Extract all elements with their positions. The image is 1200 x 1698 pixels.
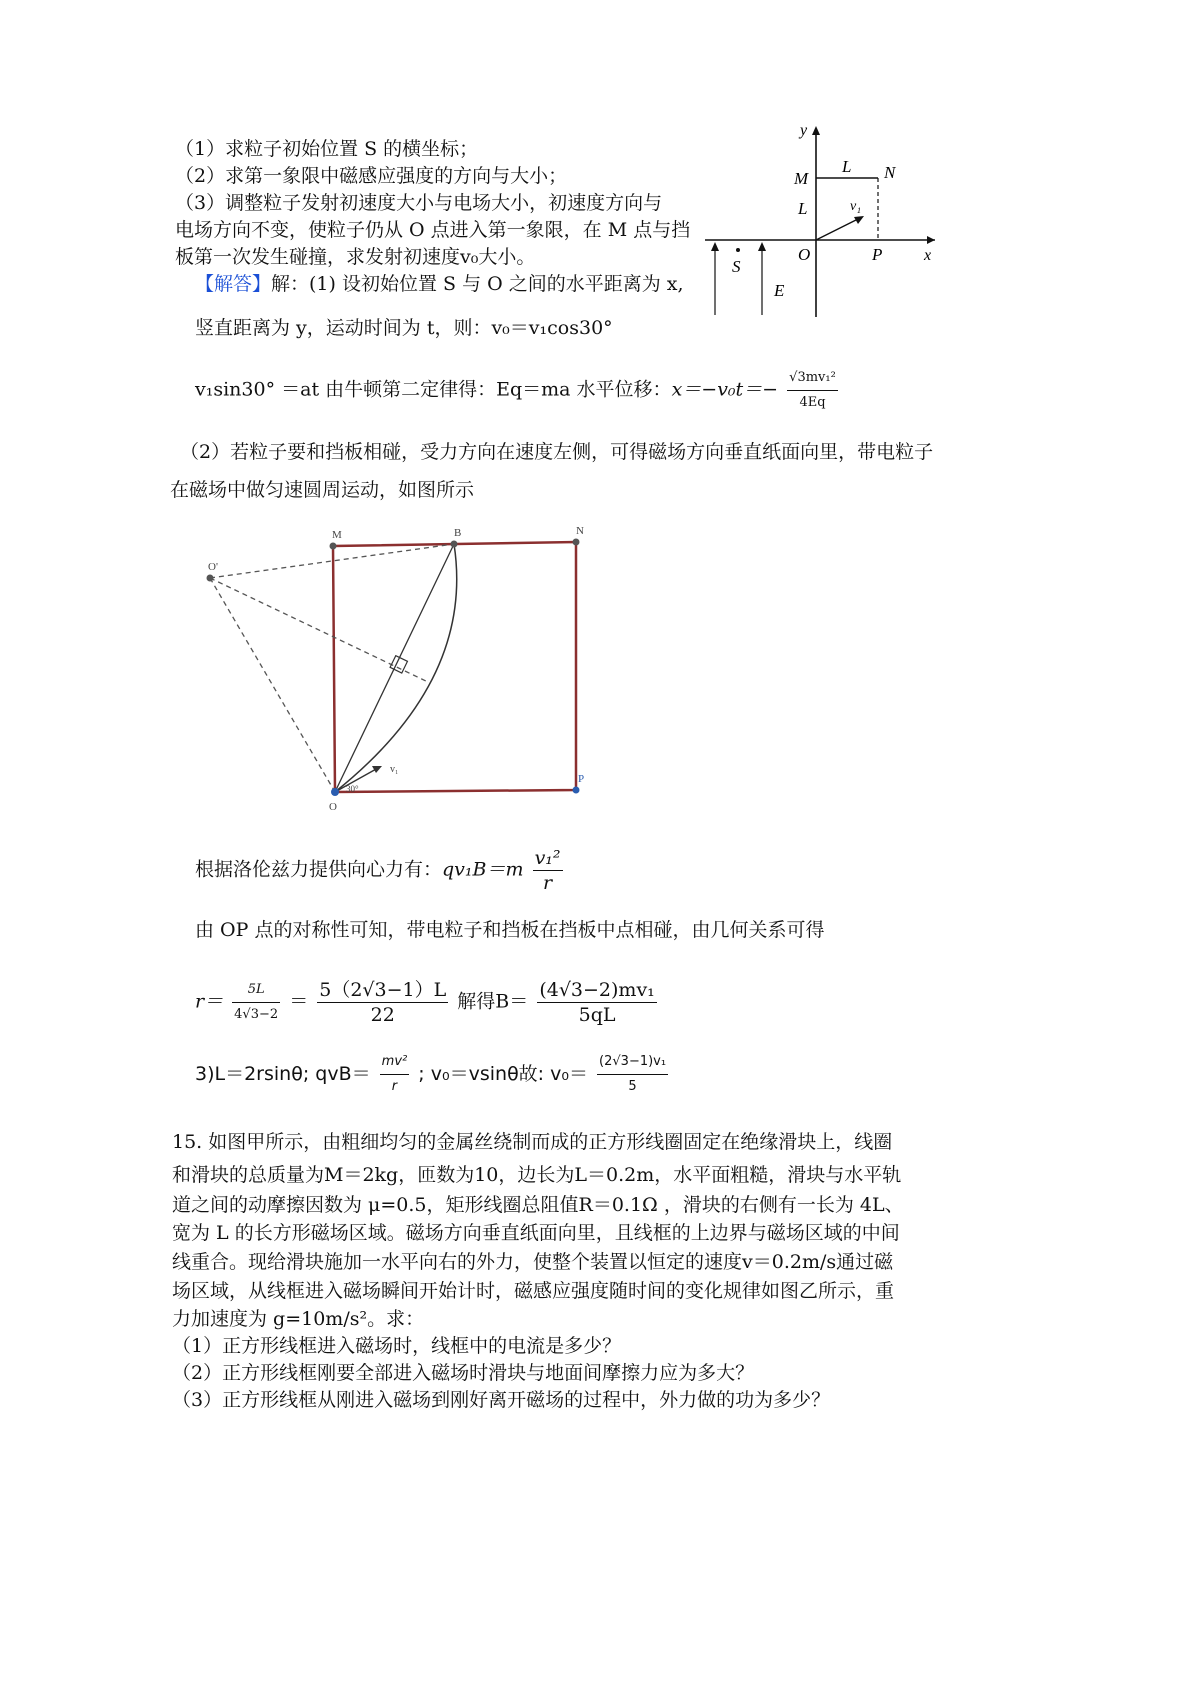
- lorentz-eq-left: qv₁B＝m: [442, 858, 524, 881]
- answer-text-3a: v₁sin30° ＝at 由牛顿第二定律得：Eq＝ma 水平位移：: [195, 378, 672, 401]
- fig1-label-x: x: [924, 247, 932, 264]
- fig2-label-p: P: [578, 773, 585, 785]
- fig2-label-v1: v₁: [390, 764, 399, 775]
- q14-part-3: （3）调整粒子发射初速度大小与电场大小，初速度方向与: [175, 192, 663, 214]
- fig1-label-v1: v₁: [850, 199, 862, 214]
- r-left: r＝: [195, 990, 224, 1013]
- fig2-label-angle: 30°: [346, 784, 359, 794]
- q14-part-1: （1）求粒子初始位置 S 的横坐标；: [175, 138, 479, 160]
- r-fraction-2: $\frac{5(2√3-1)L}{22}$: [319, 979, 447, 1026]
- symmetry-line: 由 OP 点的对称性可知，带电粒子和挡板在挡板中点相碰，由几何关系可得: [195, 919, 825, 941]
- answer-text-1: 解：(1) 设初始位置 S 与 O 之间的水平距离为 x,: [271, 273, 684, 295]
- fig1-label-o: O: [798, 245, 811, 264]
- q14-part-3-cont: 电场方向不变，使粒子仍从 O 点进入第一象限，在 M 点与挡: [175, 219, 691, 241]
- q15-line-6: 场区域，从线框进入磁场瞬间开始计时，磁感应强度随时间的变化规律如图乙所示，重: [172, 1280, 895, 1302]
- answer-tag: 【解答】: [195, 273, 272, 295]
- q15-line-3: 道之间的动摩擦因数为 μ=0.5，矩形线圈总阻值R＝0.1Ω ，滑块的右侧有一长为 4L、: [172, 1194, 904, 1216]
- q14-part-2: （2）求第一象限中磁感应强度的方向与大小；: [175, 165, 568, 187]
- fig1-label-p: P: [872, 245, 883, 264]
- fig2-label-m: M: [332, 529, 342, 541]
- answer-line-2: 竖直距离为 y，运动时间为 t，则：v₀＝v₁cos30°: [195, 317, 613, 339]
- r-fraction-1: $\frac{5L}{4√3-2}$: [232, 978, 280, 1027]
- q15-question-1: （1）正方形线框进入磁场时，线框中的电流是多少？: [172, 1335, 622, 1357]
- fig1-label-n: N: [884, 163, 896, 182]
- p3-left: 3)L＝2rsinθ; qvB＝: [195, 1063, 371, 1085]
- fig2-label-o-prime: O': [208, 561, 218, 573]
- fig2-label-n: N: [576, 525, 584, 537]
- p3-fraction-2: $\frac{\text{(2√3−1)v₁}}{5}$: [597, 1050, 668, 1099]
- p3-mid: ; v₀＝vsinθ故: v₀＝: [418, 1063, 588, 1085]
- fig1-label-e: E: [774, 281, 785, 300]
- q15-question-2: （2）正方形线框刚要全部进入磁场时滑块与地面间摩擦力应为多大？: [172, 1362, 755, 1384]
- q15-line-4: 宽为 L 的长方形磁场区域。磁场方向垂直纸面向里，且线框的上边界与磁场区域的中间: [172, 1222, 900, 1244]
- part2-line-1: （2）若粒子要和挡板相碰，受力方向在速度左侧，可得磁场方向垂直纸面向里，带电粒子: [180, 441, 934, 463]
- fig1-label-m: M: [794, 169, 809, 188]
- r-solve: 解得B＝: [457, 990, 529, 1013]
- coordinate-diagram: [700, 120, 940, 320]
- r-equation-line: [195, 978, 660, 1027]
- q15-question-3: （3）正方形线框从刚进入磁场到刚好离开磁场的过程中，外力做的功为多少？: [172, 1389, 831, 1411]
- q15-line-7: 力加速度为 g=10m/s²。求：: [172, 1308, 425, 1330]
- lorentz-text: 根据洛伦兹力提供向心力有：: [195, 858, 443, 881]
- p3-fraction-1: $\frac{\text{mv²}}{r}$: [380, 1050, 410, 1099]
- fig1-label-l-left: L: [798, 199, 808, 218]
- q15-line-1: 15. 如图甲所示，由粗细均匀的金属丝绕制而成的正方形线圈固定在绝缘滑块上，线圈: [172, 1131, 893, 1153]
- r-equals: ＝: [289, 990, 309, 1013]
- fig2-label-o: O: [329, 801, 337, 813]
- q15-line-2: 和滑块的总质量为M＝2kg，匝数为10，边长为L＝0.2m，水平面粗糙，滑块与水平轨: [172, 1164, 902, 1186]
- answer-line-3: [195, 366, 841, 415]
- answer-line-1: [195, 272, 684, 296]
- x-displacement-fraction: $\frac{\text{√3mv₁²}}{4Eq}$: [787, 366, 838, 415]
- q15-line-5: 线重合。现给滑块施加一水平向右的外力，使整个装置以恒定的速度v＝0.2m/s通过磁: [172, 1251, 894, 1273]
- circular-motion-diagram: [190, 520, 610, 820]
- lorentz-line: [195, 846, 566, 895]
- fig1-label-y: y: [800, 122, 808, 139]
- answer-text-3b: x＝−v₀t＝−: [671, 378, 779, 401]
- r-fraction-3: $\frac{\text{(4√3−2)mv₁}}{5qL}$: [539, 979, 655, 1026]
- q14-part-3-end: 板第一次发生碰撞，求发射初速度v₀大小。: [175, 246, 536, 268]
- fig1-label-l-top: L: [842, 157, 852, 176]
- part2-line-2: 在磁场中做匀速圆周运动，如图所示: [170, 479, 475, 501]
- lorentz-fraction: $\frac{\text{v₁²}}{r}$: [534, 847, 561, 894]
- fig1-label-s: S: [732, 257, 741, 276]
- part3-equation-line: [195, 1050, 671, 1099]
- fig2-label-b: B: [454, 527, 462, 539]
